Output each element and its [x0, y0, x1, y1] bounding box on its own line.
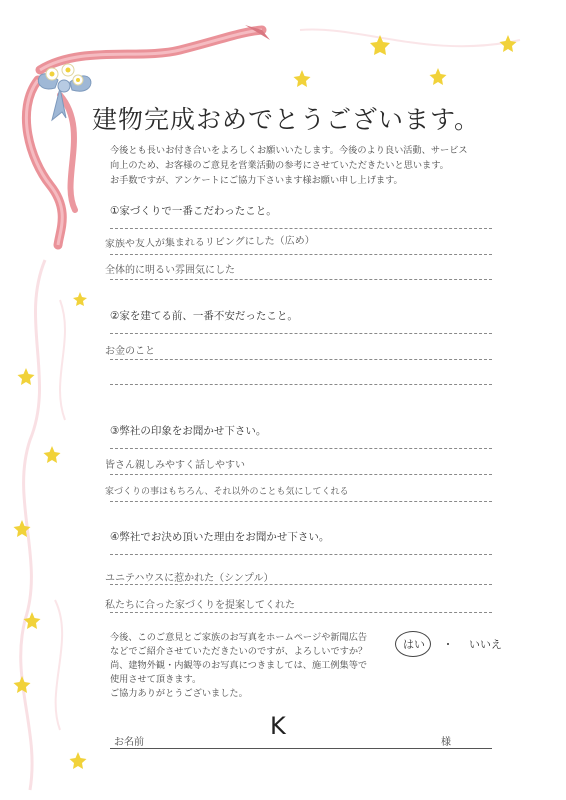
intro-line: お手数ですが、アンケートにご協力下さいます様お願い申し上げます。 — [110, 175, 403, 186]
question-2-label: ②家を建てる前、一番不安だったこと。 — [110, 310, 298, 322]
answer-line — [110, 254, 492, 255]
question-4-answer-2: 私たちに合った家づくりを提案してくれた — [105, 600, 295, 611]
consent-options — [396, 636, 502, 652]
closing-line: などでご紹介させていただきたいのですが、よろしいですか？ — [110, 646, 368, 657]
question-3-answer-1: 皆さん親しみやすく話しやすい — [105, 460, 245, 471]
answer-line — [110, 554, 492, 555]
page-title: 建物完成おめでとうございます。 — [92, 105, 481, 134]
closing-line: 使用させて頂きます。 — [110, 674, 202, 685]
question-2-answer-1: お金のこと — [105, 346, 155, 357]
answer-line — [110, 501, 492, 502]
answer-line — [110, 359, 492, 360]
question-1-answer-2: 全体的に明るい雰囲気にした — [105, 265, 235, 276]
name-underline — [110, 748, 492, 749]
consent-yes-option[interactable]: はい — [403, 638, 425, 651]
question-3-answer-2: 家づくりの事はもちろん、それ以外のことも気にしてくれる — [105, 487, 349, 497]
intro-line: 向上のため、お客様のご意見を営業活動の参考にさせていただきたいと思います。 — [110, 160, 449, 171]
answer-line — [110, 584, 492, 585]
closing-text — [110, 631, 410, 701]
closing-line: 尚、建物外観・内観等のお写真につきましては、施工例集等で — [110, 660, 368, 671]
name-field[interactable]: K — [270, 712, 286, 740]
consent-no-option[interactable]: いいえ — [469, 638, 502, 651]
question-4-label: ④弊社でお決め頂いた理由をお聞かせ下さい。 — [110, 531, 330, 543]
question-1-label: ①家づくりで一番こだわったこと。 — [110, 205, 277, 217]
answer-line — [110, 474, 492, 475]
consent-separator: ・ — [442, 638, 454, 651]
answer-line — [110, 612, 492, 613]
name-label: お名前 — [114, 737, 144, 748]
answer-line — [110, 384, 492, 385]
closing-line: 今後、このご意見とご家族のお写真をホームページや新聞広告 — [110, 632, 368, 643]
question-3-label: ③弊社の印象をお聞かせ下さい。 — [110, 425, 267, 437]
honorific: 様 — [441, 737, 451, 748]
question-4-answer-1: ユニテハウスに惹かれた（シンプル） — [105, 573, 274, 584]
closing-line: ご協力ありがとうございました。 — [110, 688, 248, 699]
intro-line: 今後とも長いお付き合いをよろしくお願いいたします。今後のより良い活動、サービス — [110, 145, 468, 156]
answer-line — [110, 279, 492, 280]
answer-line — [110, 333, 492, 334]
answer-line — [110, 448, 492, 449]
intro-text — [110, 143, 520, 188]
question-1-answer-1: 家族や友人が集まれるリビングにした（広め） — [104, 235, 315, 250]
answer-line — [110, 228, 492, 229]
